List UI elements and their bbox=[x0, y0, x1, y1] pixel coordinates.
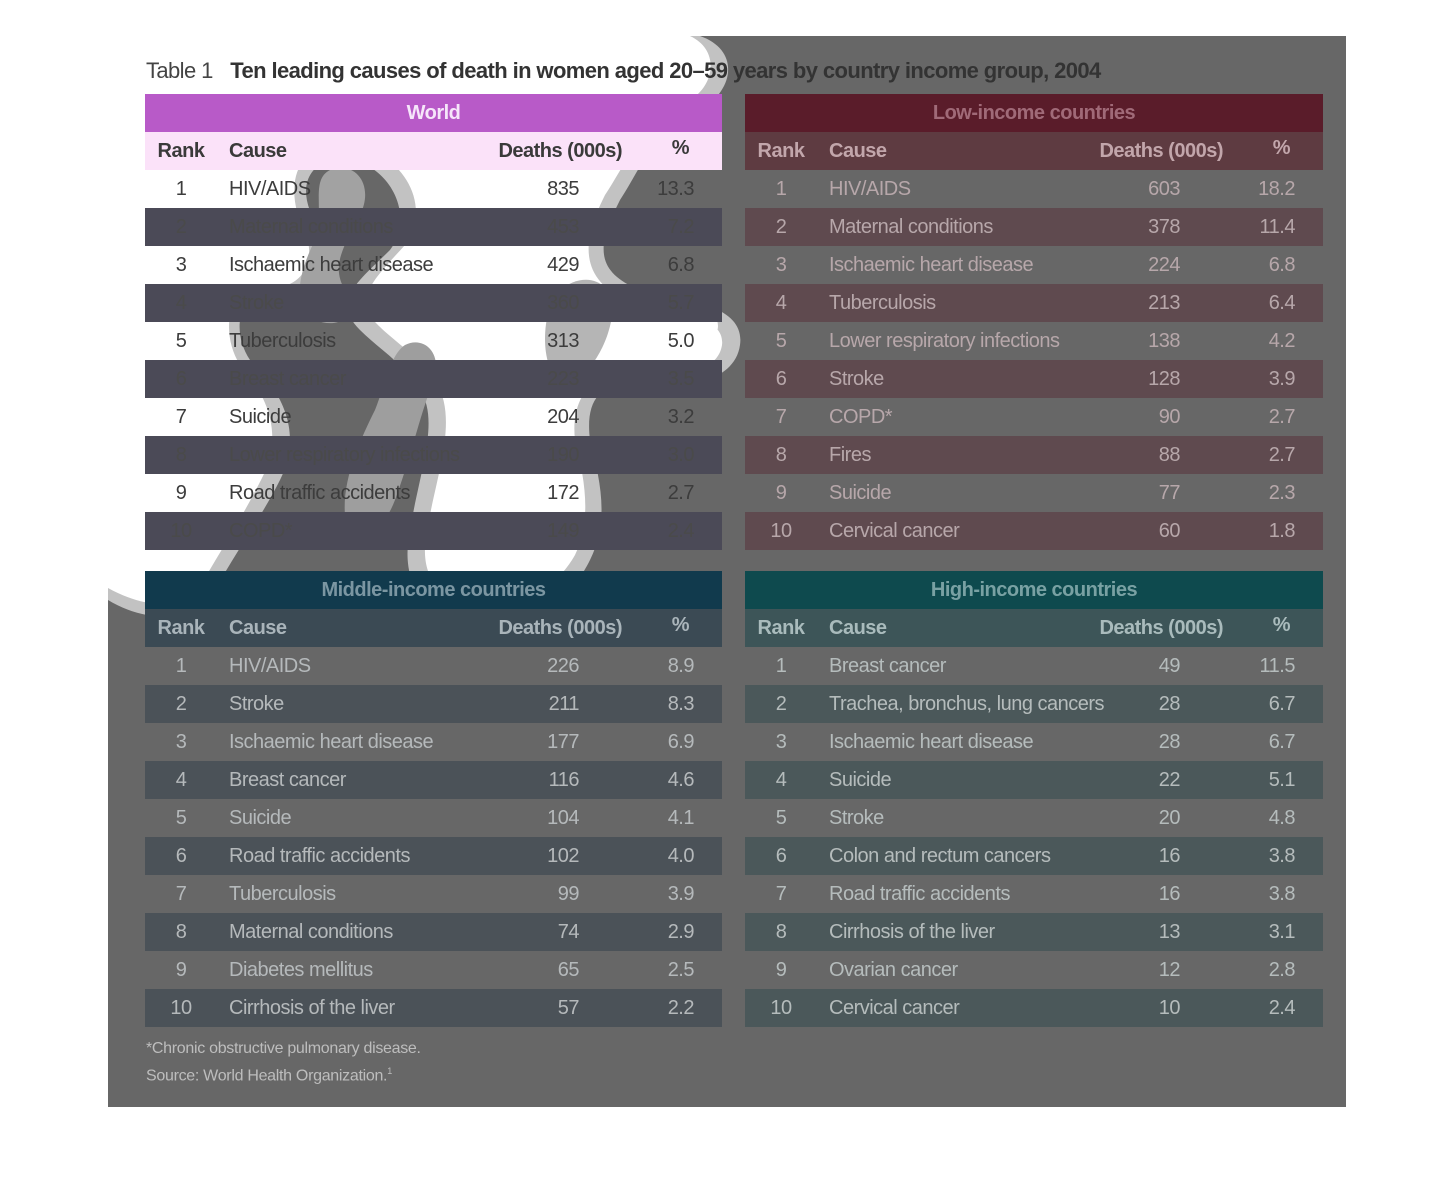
table-row bbox=[745, 761, 1323, 799]
cell-deaths: 74 bbox=[557, 921, 579, 943]
column-header-pct: % bbox=[1272, 614, 1290, 636]
table-row bbox=[145, 837, 722, 875]
table-row bbox=[745, 208, 1323, 246]
table-row bbox=[145, 647, 722, 685]
column-header-cause: Cause bbox=[229, 617, 287, 639]
cell-rank: 9 bbox=[775, 959, 787, 981]
column-header-rank: Rank bbox=[157, 140, 205, 162]
cell-rank: 7 bbox=[775, 406, 787, 428]
cell-cause: Maternal conditions bbox=[829, 216, 993, 238]
cell-pct: 2.4 bbox=[1268, 997, 1295, 1019]
cell-pct: 3.2 bbox=[667, 406, 694, 428]
table-body bbox=[145, 170, 722, 550]
table-row bbox=[145, 723, 722, 761]
table-body bbox=[145, 647, 722, 1027]
footnote-source-text: Source: World Health Organization. bbox=[146, 1067, 388, 1085]
table-row bbox=[145, 512, 722, 550]
cell-cause: Colon and rectum cancers bbox=[829, 845, 1051, 867]
cell-cause: Stroke bbox=[829, 807, 884, 829]
cell-deaths: 190 bbox=[547, 444, 579, 466]
cell-rank: 6 bbox=[775, 845, 787, 867]
cell-deaths: 10 bbox=[1158, 997, 1180, 1019]
cell-deaths: 226 bbox=[547, 655, 579, 677]
cell-cause: HIV/AIDS bbox=[829, 178, 911, 200]
table-title bbox=[146, 58, 1101, 84]
cell-pct: 3.5 bbox=[667, 368, 694, 390]
cell-pct: 6.8 bbox=[1268, 254, 1295, 276]
table-row bbox=[145, 398, 722, 436]
cell-rank: 7 bbox=[175, 883, 187, 905]
column-header-row bbox=[145, 609, 722, 647]
table-row bbox=[745, 436, 1323, 474]
cell-cause: Stroke bbox=[229, 693, 284, 715]
cell-pct: 3.8 bbox=[1268, 845, 1295, 867]
cell-rank: 1 bbox=[175, 178, 187, 200]
cell-rank: 9 bbox=[175, 959, 187, 981]
table-row bbox=[745, 360, 1323, 398]
cell-pct: 6.4 bbox=[1268, 292, 1295, 314]
table-row bbox=[145, 913, 722, 951]
cell-deaths: 204 bbox=[547, 406, 579, 428]
cell-cause: Lower respiratory infections bbox=[829, 330, 1060, 352]
cell-pct: 6.7 bbox=[1268, 731, 1295, 753]
cell-rank: 7 bbox=[775, 883, 787, 905]
table-row bbox=[745, 685, 1323, 723]
table-title-text: Ten leading causes of death in women aged 20–59 years by country income group, 2004 bbox=[230, 58, 1101, 83]
cell-cause: Ischaemic heart disease bbox=[229, 254, 434, 276]
footnote-source bbox=[146, 1060, 421, 1087]
cell-cause: Tuberculosis bbox=[229, 330, 336, 352]
table-row bbox=[745, 398, 1323, 436]
cell-deaths: 104 bbox=[547, 807, 579, 829]
table-row bbox=[745, 837, 1323, 875]
cell-rank: 3 bbox=[175, 254, 187, 276]
table-row bbox=[145, 761, 722, 799]
cell-rank: 2 bbox=[175, 216, 187, 238]
table-row bbox=[745, 170, 1323, 208]
table-number: Table 1 bbox=[146, 58, 213, 83]
cell-deaths: 22 bbox=[1158, 769, 1180, 791]
cell-pct: 2.7 bbox=[1268, 444, 1295, 466]
cell-deaths: 224 bbox=[1148, 254, 1180, 276]
cell-deaths: 102 bbox=[547, 845, 579, 867]
table-row bbox=[745, 322, 1323, 360]
cell-cause: Maternal conditions bbox=[229, 216, 393, 238]
cell-rank: 2 bbox=[175, 693, 187, 715]
cell-pct: 6.7 bbox=[1268, 693, 1295, 715]
cell-deaths: 16 bbox=[1158, 845, 1180, 867]
cell-cause: HIV/AIDS bbox=[229, 655, 311, 677]
table-row bbox=[745, 913, 1323, 951]
cell-pct: 4.2 bbox=[1268, 330, 1295, 352]
cell-rank: 5 bbox=[775, 330, 787, 352]
cell-pct: 5.7 bbox=[667, 292, 694, 314]
cell-pct: 4.0 bbox=[667, 845, 694, 867]
cell-deaths: 57 bbox=[557, 997, 579, 1019]
cell-rank: 8 bbox=[775, 921, 787, 943]
cell-rank: 4 bbox=[175, 769, 187, 791]
cell-rank: 1 bbox=[175, 655, 187, 677]
cell-deaths: 128 bbox=[1148, 368, 1180, 390]
cell-cause: Ischaemic heart disease bbox=[229, 731, 434, 753]
cell-pct: 8.3 bbox=[667, 693, 694, 715]
cell-deaths: 65 bbox=[557, 959, 579, 981]
column-header-row bbox=[745, 609, 1323, 647]
cell-cause: Diabetes mellitus bbox=[229, 959, 373, 981]
cell-rank: 4 bbox=[175, 292, 187, 314]
cell-cause: Suicide bbox=[829, 769, 892, 791]
cell-deaths: 835 bbox=[547, 178, 579, 200]
cell-cause: Breast cancer bbox=[829, 655, 946, 677]
panel-heading: Middle-income countries bbox=[145, 571, 722, 609]
column-header-deaths: Deaths (000s) bbox=[1099, 140, 1223, 162]
cell-cause: Cervical cancer bbox=[829, 520, 960, 542]
cell-rank: 3 bbox=[775, 731, 787, 753]
cell-rank: 8 bbox=[775, 444, 787, 466]
cell-cause: Cirrhosis of the liver bbox=[829, 921, 995, 943]
cell-cause: Road traffic accidents bbox=[229, 482, 410, 504]
cell-pct: 2.8 bbox=[1268, 959, 1295, 981]
table-body bbox=[745, 170, 1323, 550]
column-header-pct: % bbox=[671, 614, 689, 636]
cell-rank: 9 bbox=[775, 482, 787, 504]
cell-rank: 5 bbox=[175, 807, 187, 829]
panel-world bbox=[145, 94, 722, 550]
column-header-deaths: Deaths (000s) bbox=[1099, 617, 1223, 639]
cell-deaths: 90 bbox=[1158, 406, 1180, 428]
cell-cause: Lower respiratory infections bbox=[229, 444, 460, 466]
cell-cause: Cirrhosis of the liver bbox=[229, 997, 395, 1019]
cell-pct: 3.9 bbox=[1268, 368, 1295, 390]
cell-pct: 3.8 bbox=[1268, 883, 1295, 905]
table-row bbox=[745, 246, 1323, 284]
cell-cause: Suicide bbox=[829, 482, 892, 504]
cell-cause: Ovarian cancer bbox=[829, 959, 958, 981]
table-row bbox=[745, 284, 1323, 322]
cell-pct: 11.5 bbox=[1259, 655, 1295, 677]
cell-rank: 1 bbox=[775, 655, 787, 677]
cell-pct: 4.8 bbox=[1268, 807, 1295, 829]
cell-pct: 5.1 bbox=[1268, 769, 1295, 791]
column-header-deaths: Deaths (000s) bbox=[498, 140, 622, 162]
cell-deaths: 28 bbox=[1158, 731, 1180, 753]
table-row bbox=[145, 170, 722, 208]
table-row bbox=[145, 685, 722, 723]
cell-cause: Stroke bbox=[829, 368, 884, 390]
cell-deaths: 313 bbox=[547, 330, 579, 352]
cell-pct: 13.3 bbox=[657, 178, 694, 200]
column-header-cause: Cause bbox=[829, 140, 887, 162]
cell-rank: 2 bbox=[775, 216, 787, 238]
table-row bbox=[145, 322, 722, 360]
cell-rank: 8 bbox=[175, 921, 187, 943]
cell-pct: 2.4 bbox=[667, 520, 694, 542]
cell-deaths: 16 bbox=[1158, 883, 1180, 905]
cell-deaths: 211 bbox=[548, 693, 579, 715]
cell-cause: Maternal conditions bbox=[229, 921, 393, 943]
cell-deaths: 99 bbox=[557, 883, 579, 905]
table-row bbox=[745, 875, 1323, 913]
table-body bbox=[745, 647, 1323, 1027]
column-header-row bbox=[745, 132, 1323, 170]
cell-pct: 1.8 bbox=[1268, 520, 1295, 542]
cell-pct: 2.2 bbox=[667, 997, 694, 1019]
table-row bbox=[745, 799, 1323, 837]
table-row bbox=[145, 799, 722, 837]
cell-rank: 3 bbox=[775, 254, 787, 276]
cell-rank: 4 bbox=[775, 769, 787, 791]
table-row bbox=[145, 208, 722, 246]
cell-deaths: 378 bbox=[1148, 216, 1180, 238]
cell-rank: 10 bbox=[770, 997, 792, 1019]
cell-cause: Trachea, bronchus, lung cancers bbox=[829, 693, 1105, 715]
cell-pct: 2.7 bbox=[667, 482, 694, 504]
column-header-pct: % bbox=[1272, 137, 1290, 159]
cell-pct: 3.9 bbox=[667, 883, 694, 905]
cell-pct: 3.1 bbox=[1268, 921, 1295, 943]
cell-deaths: 213 bbox=[1148, 292, 1180, 314]
cell-pct: 11.4 bbox=[1259, 216, 1295, 238]
cell-rank: 1 bbox=[775, 178, 787, 200]
table-row bbox=[145, 875, 722, 913]
cell-cause: Breast cancer bbox=[229, 368, 346, 390]
cell-rank: 4 bbox=[775, 292, 787, 314]
cell-deaths: 12 bbox=[1158, 959, 1180, 981]
cell-pct: 7.2 bbox=[667, 216, 694, 238]
cell-cause: Road traffic accidents bbox=[829, 883, 1010, 905]
cell-deaths: 603 bbox=[1148, 178, 1180, 200]
cell-cause: Tuberculosis bbox=[829, 292, 936, 314]
panel-heading: Low-income countries bbox=[745, 94, 1323, 132]
cell-rank: 6 bbox=[175, 845, 187, 867]
cell-rank: 6 bbox=[175, 368, 187, 390]
cell-rank: 3 bbox=[175, 731, 187, 753]
cell-deaths: 223 bbox=[547, 368, 579, 390]
cell-cause: Road traffic accidents bbox=[229, 845, 410, 867]
column-header-row bbox=[145, 132, 722, 170]
cell-pct: 18.2 bbox=[1258, 178, 1295, 200]
cell-rank: 10 bbox=[770, 520, 792, 542]
cell-deaths: 77 bbox=[1158, 482, 1180, 504]
cell-rank: 2 bbox=[775, 693, 787, 715]
cell-deaths: 20 bbox=[1158, 807, 1180, 829]
cell-cause: COPD* bbox=[829, 406, 893, 428]
cell-deaths: 453 bbox=[547, 216, 579, 238]
cell-deaths: 88 bbox=[1158, 444, 1180, 466]
table-row bbox=[145, 951, 722, 989]
cell-deaths: 172 bbox=[547, 482, 579, 504]
cell-rank: 5 bbox=[175, 330, 187, 352]
cell-pct: 6.8 bbox=[667, 254, 694, 276]
cell-cause: Stroke bbox=[229, 292, 284, 314]
cell-pct: 2.9 bbox=[667, 921, 694, 943]
cell-cause: Ischaemic heart disease bbox=[829, 731, 1034, 753]
panel-heading: High-income countries bbox=[745, 571, 1323, 609]
cell-deaths: 138 bbox=[1148, 330, 1180, 352]
cell-pct: 5.0 bbox=[667, 330, 694, 352]
cell-deaths: 360 bbox=[547, 292, 579, 314]
cell-cause: COPD* bbox=[229, 520, 293, 542]
cell-pct: 6.9 bbox=[667, 731, 694, 753]
cell-cause: Suicide bbox=[229, 406, 292, 428]
cell-rank: 7 bbox=[175, 406, 187, 428]
cell-rank: 6 bbox=[775, 368, 787, 390]
cell-deaths: 49 bbox=[1158, 655, 1180, 677]
cell-rank: 10 bbox=[170, 520, 192, 542]
panel-middle-income bbox=[145, 571, 722, 1027]
table-row bbox=[745, 951, 1323, 989]
cell-cause: Tuberculosis bbox=[229, 883, 336, 905]
footnote-source-ref: 1 bbox=[387, 1066, 392, 1076]
panel-high-income bbox=[745, 571, 1323, 1027]
cell-pct: 2.5 bbox=[667, 959, 694, 981]
cell-rank: 10 bbox=[170, 997, 192, 1019]
cell-deaths: 429 bbox=[547, 254, 579, 276]
cell-rank: 5 bbox=[775, 807, 787, 829]
cell-pct: 4.1 bbox=[667, 807, 694, 829]
table-row bbox=[745, 989, 1323, 1027]
table-row bbox=[145, 436, 722, 474]
cell-cause: Cervical cancer bbox=[829, 997, 960, 1019]
column-header-rank: Rank bbox=[757, 617, 805, 639]
cell-deaths: 60 bbox=[1158, 520, 1180, 542]
cell-rank: 8 bbox=[175, 444, 187, 466]
cell-deaths: 116 bbox=[548, 769, 579, 791]
cell-deaths: 177 bbox=[547, 731, 579, 753]
cell-deaths: 28 bbox=[1158, 693, 1180, 715]
table-row bbox=[145, 246, 722, 284]
column-header-rank: Rank bbox=[157, 617, 205, 639]
table-row bbox=[745, 474, 1323, 512]
table-row bbox=[145, 989, 722, 1027]
column-header-rank: Rank bbox=[757, 140, 805, 162]
cell-pct: 8.9 bbox=[667, 655, 694, 677]
cell-cause: Suicide bbox=[229, 807, 292, 829]
cell-cause: Fires bbox=[829, 444, 871, 466]
cell-pct: 4.6 bbox=[667, 769, 694, 791]
cell-cause: HIV/AIDS bbox=[229, 178, 311, 200]
cell-rank: 9 bbox=[175, 482, 187, 504]
table-row bbox=[745, 723, 1323, 761]
cell-pct: 3.0 bbox=[667, 444, 694, 466]
table-row bbox=[745, 647, 1323, 685]
panel-low-income bbox=[745, 94, 1323, 550]
cell-pct: 2.7 bbox=[1268, 406, 1295, 428]
footnotes bbox=[146, 1038, 421, 1087]
column-header-cause: Cause bbox=[229, 140, 287, 162]
column-header-deaths: Deaths (000s) bbox=[498, 617, 622, 639]
footnote-copd: *Chronic obstructive pulmonary disease. bbox=[146, 1040, 421, 1057]
cell-cause: Ischaemic heart disease bbox=[829, 254, 1034, 276]
cell-pct: 2.3 bbox=[1268, 482, 1295, 504]
table-row bbox=[145, 360, 722, 398]
column-header-cause: Cause bbox=[829, 617, 887, 639]
cell-cause: Breast cancer bbox=[229, 769, 346, 791]
column-header-pct: % bbox=[671, 137, 689, 159]
table-row bbox=[745, 512, 1323, 550]
cell-deaths: 149 bbox=[547, 520, 579, 542]
cell-deaths: 13 bbox=[1158, 921, 1180, 943]
panel-heading: World bbox=[145, 94, 722, 132]
table-row bbox=[145, 284, 722, 322]
table-row bbox=[145, 474, 722, 512]
